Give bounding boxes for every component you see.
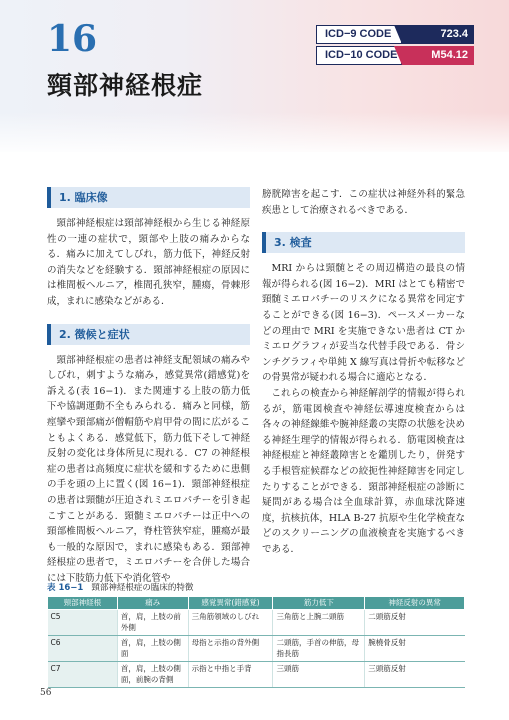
icd9-code-box — [316, 25, 474, 44]
table-cell: 母指と示指の背外側 — [188, 636, 273, 662]
icd10-value: M54.12 — [402, 46, 474, 65]
table-cell: 三角筋と上腕二頭筋 — [273, 610, 365, 636]
table-header-row — [48, 597, 465, 610]
table-row — [48, 662, 465, 688]
page-number: 56 — [40, 688, 52, 698]
icd10-code-box — [316, 46, 474, 65]
table-cell: 三角筋領域のしびれ — [188, 610, 273, 636]
chapter-title: 頸部神経根症 — [47, 71, 204, 100]
table-header-cell: 痛み — [117, 597, 188, 610]
table-row — [48, 610, 465, 636]
left-column — [47, 187, 250, 586]
table-cell: 首，肩，上肢の側面，前腕の背側 — [117, 662, 188, 688]
right-column — [262, 187, 465, 557]
table-header-cell: 筋力低下 — [273, 597, 365, 610]
paragraph-tests-2: これらの検査から神経解剖学的情報が得られるが，筋電図検査や神経伝導速度検査からは各々の神経線維や腕神経叢の実際の状態を決める神経生理学的情報が得られる．筋電図検査は神経根症と神経叢障害とを鑑別したり，併発する手根管症候群などの絞扼性神経障害を同定したりすることができる．頸部神経根症の診断に疑問がある場合は全血球計算，赤血球沈降速度，抗核抗体，HLA B-27 抗原や生化学検査などのスクリーニングの血液検査を実施するべきである． — [262, 387, 465, 555]
icd9-label: ICD−9 CODE — [316, 25, 402, 44]
table-title: 頸部神経根症の臨床的特徴 — [91, 583, 194, 593]
table-cell: C5 — [48, 610, 118, 636]
table-header-cell: 頸部神経根 — [48, 597, 118, 610]
table-header-cell: 感覚異常(錯感覚) — [188, 597, 273, 610]
table-cell: 三頭筋反射 — [365, 662, 465, 688]
paragraph-symptoms-continued: 膀胱障害を起こす．この症状は神経外科的緊急疾患として治療されるべきである． — [262, 189, 465, 216]
paragraph-clinical: 頸部神経根症は頸部神経根から生じる神経原性の一連の症状で，頸部や上肢の痛みからなる．痛みに加えてしびれ，筋力低下，神経反射の消失などを経験する．頸部神経根症の原因には椎間板ヘルニア，椎間孔狭窄，腫瘍，骨棘形成，まれに感染などがある． — [47, 218, 250, 307]
clinical-features-table — [47, 596, 465, 688]
table-cell: 二頭筋反射 — [365, 610, 465, 636]
table-cell: C6 — [48, 636, 118, 662]
paragraph-symptoms: 頸部神経根症の患者は神経支配領域の痛みやしびれ，刺すような痛み，感覚異常(錯感覚)を訴える(表 16−1)．また関連する上肢の筋力低下や協調運動不全もみられる．痛みと同様，筋痙攣や頸部痛が僧帽筋や肩甲骨の間に広がることもよくある．感覚低下，筋力低下そして神経反射の変化は身体所見に現れる．C7 の神経根症の患者は高頻度に症状を緩和するために患側の手を頭の上に置く(図 16−1)．頸部神経根症の患者は頸髄が圧迫されミエロパチーを引き起こすことがある．頸髄ミエロパチーは正中への頸部椎間板ヘルニア，脊柱管狭窄症，腫瘍が最も一般的な原因で，まれに感染もある．頸部神経根症の患者で，ミエロパチーを合併した場合には下肢筋力低下や消化管や — [47, 354, 250, 584]
table-cell: 三頭筋 — [273, 662, 365, 688]
table-cell: C7 — [48, 662, 118, 688]
table-cell: 首，肩，上肢の前外側 — [117, 610, 188, 636]
table-row — [48, 636, 465, 662]
table-cell: 二頭筋，手首の伸筋，母指長筋 — [273, 636, 365, 662]
table-cell: 示指と中指と手背 — [188, 662, 273, 688]
section-heading-symptoms: 2. 徴候と症状 — [47, 324, 250, 345]
chapter-number: 16 — [47, 18, 98, 60]
paragraph-tests-1: MRI からは頸髄とその周辺構造の最良の情報が得られる(図 16−2)．MRI はとても精密で頸髄ミエロパチーのリスクになる異常を同定することができる(図 16−3)．ペースメーカーなどの理由で MRI を実施できない患者は CT かミエログラフィが妥当な代替手段である．骨シンチグラフィや単純 X 線写真は骨折や転移などの骨異常が疑われる場合に適応となる． — [262, 263, 465, 384]
table-caption — [47, 581, 193, 593]
table-cell: 首，肩，上肢の側面 — [117, 636, 188, 662]
table-header-cell: 神経反射の異常 — [365, 597, 465, 610]
table-number: 表 16−1 — [47, 583, 84, 593]
section-heading-clinical: 1. 臨床像 — [47, 187, 250, 208]
table-cell: 腕橈骨反射 — [365, 636, 465, 662]
section-heading-tests: 3. 検査 — [262, 232, 465, 253]
icd10-label: ICD−10 CODE — [316, 46, 402, 65]
icd9-value: 723.4 — [402, 25, 474, 44]
